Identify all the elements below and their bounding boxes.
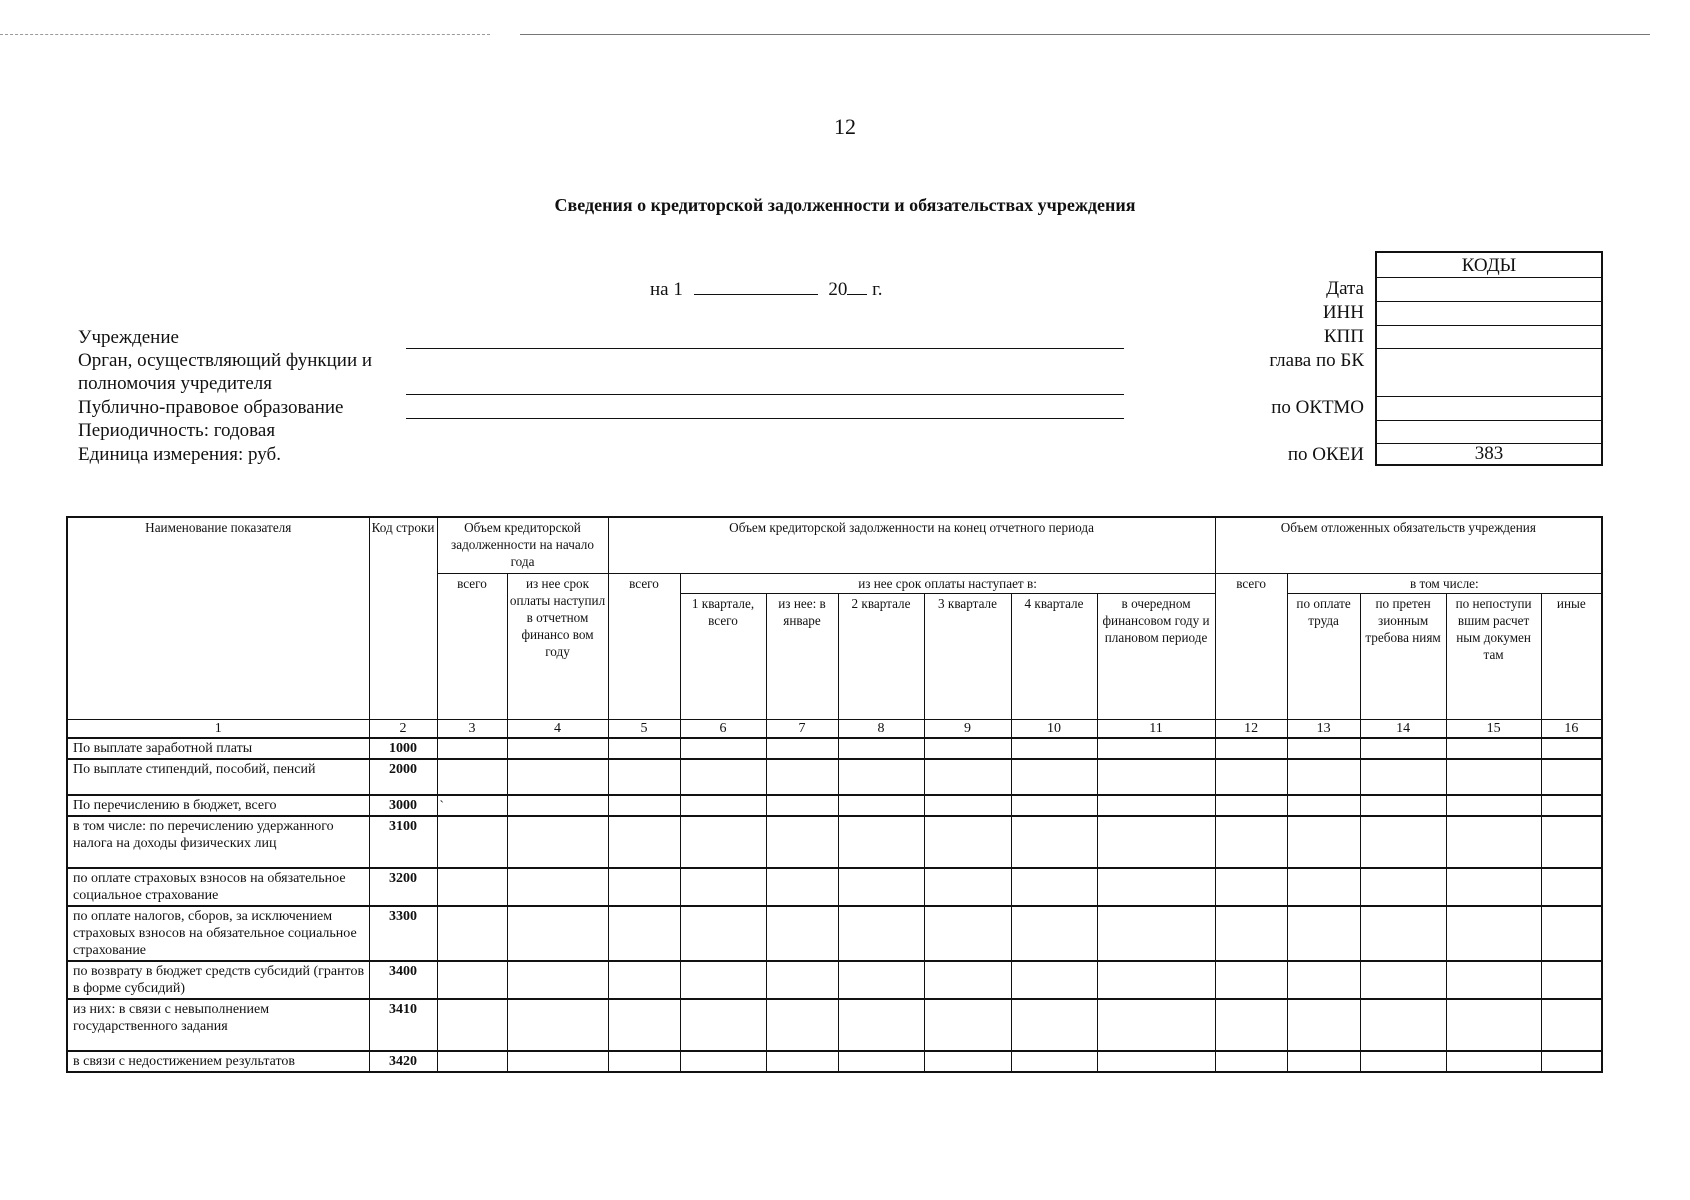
header-including-group: в том числе:	[1287, 573, 1602, 593]
value-cell-col-4[interactable]	[507, 868, 608, 906]
column-number-row	[67, 719, 1602, 738]
row-indicator-name: в том числе: по перечислению удержанного налога на доходы физических лиц	[67, 816, 369, 868]
value-cell-col-9[interactable]	[924, 816, 1011, 868]
row-indicator-name: По выплате заработной платы	[67, 738, 369, 759]
value-cell-col-5[interactable]	[608, 961, 680, 999]
header-next-year: в очередном финансовом году и плановом периоде	[1097, 593, 1215, 719]
value-cell-col-6[interactable]	[680, 906, 766, 961]
value-cell-col-16[interactable]	[1541, 961, 1602, 999]
value-cell-col-13[interactable]	[1287, 961, 1360, 999]
value-cell-col-6[interactable]	[680, 999, 766, 1051]
value-cell-col-10[interactable]	[1011, 906, 1097, 961]
value-cell-col-10[interactable]	[1011, 738, 1097, 759]
codes-box	[1375, 251, 1603, 466]
value-cell-col-13[interactable]	[1287, 738, 1360, 759]
value-cell-col-7[interactable]	[766, 868, 838, 906]
value-cell-col-15[interactable]	[1446, 906, 1541, 961]
value-cell-col-8[interactable]	[838, 961, 924, 999]
value-cell-col-13[interactable]	[1287, 1051, 1360, 1072]
date-prefix: на 1	[650, 279, 683, 300]
value-cell-col-9[interactable]	[924, 1051, 1011, 1072]
column-number: 11	[1097, 719, 1215, 738]
row-code: 3100	[369, 816, 437, 868]
row-code: 3400	[369, 961, 437, 999]
value-cell-col-8[interactable]	[838, 999, 924, 1051]
value-cell-col-3[interactable]: `	[437, 795, 507, 816]
table-row	[67, 961, 1602, 999]
value-cell-col-5[interactable]	[608, 816, 680, 868]
value-cell-col-12[interactable]	[1215, 795, 1287, 816]
row-code: 3420	[369, 1051, 437, 1072]
value-cell-col-11[interactable]	[1097, 868, 1215, 906]
row-code: 2000	[369, 759, 437, 795]
value-cell-col-9[interactable]	[924, 738, 1011, 759]
value-cell-col-10[interactable]	[1011, 795, 1097, 816]
value-cell-col-3[interactable]	[437, 1051, 507, 1072]
header-deferred-group: Объем отложенных обязательств учреждения	[1215, 517, 1602, 573]
field-founder-authority: Орган, осуществляющий функции и	[78, 350, 373, 371]
value-cell-col-8[interactable]	[838, 868, 924, 906]
header-labor: по оплате труда	[1287, 593, 1360, 719]
value-cell-col-13[interactable]	[1287, 795, 1360, 816]
value-cell-col-10[interactable]	[1011, 961, 1097, 999]
column-number: 4	[507, 719, 608, 738]
value-cell-col-15[interactable]	[1446, 868, 1541, 906]
scan-line-left	[0, 34, 490, 35]
value-cell-col-14[interactable]	[1360, 795, 1446, 816]
table-row	[67, 999, 1602, 1051]
value-cell-col-11[interactable]	[1097, 961, 1215, 999]
value-cell-col-6[interactable]	[680, 961, 766, 999]
value-cell-col-4[interactable]	[507, 759, 608, 795]
column-number: 8	[838, 719, 924, 738]
header-january: из нее: в январе	[766, 593, 838, 719]
value-cell-col-12[interactable]	[1215, 868, 1287, 906]
value-cell-col-3[interactable]	[437, 816, 507, 868]
header-q4: 4 квартале	[1011, 593, 1097, 719]
column-number: 6	[680, 719, 766, 738]
row-indicator-name: По перечислению в бюджет, всего	[67, 795, 369, 816]
payables-table	[66, 516, 1603, 1073]
page-number: 12	[834, 114, 856, 139]
value-cell-col-4[interactable]	[507, 906, 608, 961]
header-begin-due: из нее срок оплаты наступил в отчетном финансо вом году	[507, 573, 608, 719]
value-cell-col-6[interactable]	[680, 759, 766, 795]
field-periodicity: Периодичность: годовая	[78, 420, 276, 441]
year-suffix: г.	[872, 279, 883, 300]
value-cell-col-14[interactable]	[1360, 1051, 1446, 1072]
value-cell-col-16[interactable]	[1541, 868, 1602, 906]
column-number: 16	[1541, 719, 1602, 738]
value-cell-col-8[interactable]	[838, 738, 924, 759]
value-cell-col-4[interactable]	[507, 999, 608, 1051]
value-cell-col-7[interactable]	[766, 738, 838, 759]
table-row	[67, 738, 1602, 759]
column-number: 10	[1011, 719, 1097, 738]
table-row	[67, 795, 1602, 816]
value-cell-col-13[interactable]	[1287, 759, 1360, 795]
value-cell-col-8[interactable]	[838, 759, 924, 795]
value-cell-col-16[interactable]	[1541, 999, 1602, 1051]
header-other: иные	[1541, 593, 1602, 719]
codes-cell-oktmo[interactable]	[1377, 396, 1601, 421]
value-cell-col-11[interactable]	[1097, 999, 1215, 1051]
table-row	[67, 816, 1602, 868]
value-cell-col-12[interactable]	[1215, 738, 1287, 759]
codes-cell-kpp[interactable]	[1377, 325, 1601, 349]
report-date-line	[650, 279, 883, 301]
value-cell-col-9[interactable]	[924, 999, 1011, 1051]
value-cell-col-10[interactable]	[1011, 816, 1097, 868]
value-cell-col-16[interactable]	[1541, 795, 1602, 816]
table-row	[67, 759, 1602, 795]
value-cell-col-7[interactable]	[766, 999, 838, 1051]
value-cell-col-3[interactable]	[437, 906, 507, 961]
field-public-entity: Публично-правовое образование	[78, 397, 344, 418]
row-indicator-name: в связи с недостижением результатов	[67, 1051, 369, 1072]
column-number: 15	[1446, 719, 1541, 738]
codes-cell-date[interactable]	[1377, 277, 1601, 302]
value-cell-col-10[interactable]	[1011, 1051, 1097, 1072]
row-indicator-name: по оплате страховых взносов на обязательное социальное страхование	[67, 868, 369, 906]
value-cell-col-5[interactable]	[608, 999, 680, 1051]
public-entity-line[interactable]	[406, 418, 1124, 419]
value-cell-col-11[interactable]	[1097, 759, 1215, 795]
column-number: 13	[1287, 719, 1360, 738]
value-cell-col-4[interactable]	[507, 738, 608, 759]
value-cell-col-12[interactable]	[1215, 1051, 1287, 1072]
value-cell-col-15[interactable]	[1446, 795, 1541, 816]
value-cell-col-13[interactable]	[1287, 868, 1360, 906]
column-number: 9	[924, 719, 1011, 738]
field-founder-authority-cont: полномочия учредителя	[78, 373, 272, 394]
row-indicator-name: По выплате стипендий, пособий, пенсий	[67, 759, 369, 795]
table-body	[67, 738, 1602, 1072]
value-cell-col-4[interactable]	[507, 1051, 608, 1072]
value-cell-col-3[interactable]	[437, 999, 507, 1051]
value-cell-col-9[interactable]	[924, 759, 1011, 795]
field-institution: Учреждение	[78, 327, 179, 348]
value-cell-col-14[interactable]	[1360, 868, 1446, 906]
table-row	[67, 868, 1602, 906]
value-cell-col-16[interactable]	[1541, 1051, 1602, 1072]
value-cell-col-14[interactable]	[1360, 906, 1446, 961]
row-indicator-name: по возврату в бюджет средств субсидий (грантов в форме субсидий)	[67, 961, 369, 999]
column-number: 5	[608, 719, 680, 738]
value-cell-col-15[interactable]	[1446, 999, 1541, 1051]
header-claims: по претен зионным требова ниям	[1360, 593, 1446, 719]
value-cell-col-8[interactable]	[838, 795, 924, 816]
value-cell-col-16[interactable]	[1541, 759, 1602, 795]
row-code: 3200	[369, 868, 437, 906]
value-cell-col-11[interactable]	[1097, 906, 1215, 961]
value-cell-col-10[interactable]	[1011, 999, 1097, 1051]
value-cell-col-13[interactable]	[1287, 999, 1360, 1051]
row-code: 3300	[369, 906, 437, 961]
value-cell-col-14[interactable]	[1360, 759, 1446, 795]
code-label-kpp: КПП	[1323, 326, 1364, 347]
value-cell-col-8[interactable]	[838, 906, 924, 961]
value-cell-col-5[interactable]	[608, 795, 680, 816]
table-row	[67, 1051, 1602, 1072]
codes-header: КОДЫ	[1461, 255, 1517, 276]
row-indicator-name: из них: в связи с невыполнением государственного задания	[67, 999, 369, 1051]
okei-value: 383	[1474, 443, 1504, 464]
row-indicator-name: по оплате налогов, сборов, за исключением страховых взносов на обязательное социальное страхование	[67, 906, 369, 961]
value-cell-col-7[interactable]	[766, 795, 838, 816]
page-title: Сведения о кредиторской задолженности и обязательствах учреждения	[554, 195, 1136, 215]
column-number: 7	[766, 719, 838, 738]
header-indicator-name: Наименование показателя	[67, 517, 369, 719]
header-deferred-total: всего	[1215, 573, 1287, 719]
value-cell-col-13[interactable]	[1287, 816, 1360, 868]
value-cell-col-11[interactable]	[1097, 795, 1215, 816]
header-q3: 3 квартале	[924, 593, 1011, 719]
value-cell-col-4[interactable]	[507, 795, 608, 816]
value-cell-col-6[interactable]	[680, 738, 766, 759]
value-cell-col-7[interactable]	[766, 1051, 838, 1072]
row-code: 3000	[369, 795, 437, 816]
value-cell-col-10[interactable]	[1011, 759, 1097, 795]
column-number: 14	[1360, 719, 1446, 738]
value-cell-col-7[interactable]	[766, 961, 838, 999]
value-cell-col-16[interactable]	[1541, 816, 1602, 868]
value-cell-col-15[interactable]	[1446, 759, 1541, 795]
value-cell-col-15[interactable]	[1446, 961, 1541, 999]
code-label-budget-chapter: глава по БК	[1269, 350, 1364, 371]
scan-line-right	[520, 34, 1650, 35]
value-cell-col-6[interactable]	[680, 868, 766, 906]
value-cell-col-9[interactable]	[924, 868, 1011, 906]
header-end-due-group: из нее срок оплаты наступает в:	[680, 573, 1215, 593]
value-cell-col-6[interactable]	[680, 795, 766, 816]
column-number: 3	[437, 719, 507, 738]
header-begin-total: всего	[437, 573, 507, 719]
value-cell-col-14[interactable]	[1360, 738, 1446, 759]
value-cell-col-9[interactable]	[924, 961, 1011, 999]
value-cell-col-3[interactable]	[437, 868, 507, 906]
value-cell-col-4[interactable]	[507, 816, 608, 868]
column-number: 2	[369, 719, 437, 738]
header-begin-year-group: Объем кредиторской задолженности на начало года	[437, 517, 608, 573]
value-cell-col-14[interactable]	[1360, 961, 1446, 999]
value-cell-col-5[interactable]	[608, 759, 680, 795]
value-cell-col-14[interactable]	[1360, 999, 1446, 1051]
value-cell-col-4[interactable]	[507, 961, 608, 999]
value-cell-col-7[interactable]	[766, 906, 838, 961]
table-row	[67, 906, 1602, 961]
value-cell-col-6[interactable]	[680, 1051, 766, 1072]
value-cell-col-9[interactable]	[924, 906, 1011, 961]
value-cell-col-12[interactable]	[1215, 906, 1287, 961]
date-blank[interactable]	[694, 294, 818, 295]
value-cell-col-14[interactable]	[1360, 816, 1446, 868]
value-cell-col-12[interactable]	[1215, 999, 1287, 1051]
institution-line[interactable]	[406, 348, 1124, 349]
value-cell-col-8[interactable]	[838, 1051, 924, 1072]
code-label-oktmo: по ОКТМО	[1271, 397, 1364, 418]
value-cell-col-12[interactable]	[1215, 759, 1287, 795]
value-cell-col-11[interactable]	[1097, 816, 1215, 868]
value-cell-col-5[interactable]	[608, 906, 680, 961]
header-q1: 1 квартале, всего	[680, 593, 766, 719]
founder-authority-line[interactable]	[406, 394, 1124, 395]
value-cell-col-15[interactable]	[1446, 738, 1541, 759]
value-cell-col-10[interactable]	[1011, 868, 1097, 906]
year-blank[interactable]	[847, 294, 867, 295]
value-cell-col-9[interactable]	[924, 795, 1011, 816]
value-cell-col-11[interactable]	[1097, 738, 1215, 759]
value-cell-col-16[interactable]	[1541, 738, 1602, 759]
value-cell-col-8[interactable]	[838, 816, 924, 868]
value-cell-col-5[interactable]	[608, 738, 680, 759]
header-q2: 2 квартале	[838, 593, 924, 719]
value-cell-col-12[interactable]	[1215, 961, 1287, 999]
value-cell-col-3[interactable]	[437, 961, 507, 999]
value-cell-col-3[interactable]	[437, 738, 507, 759]
value-cell-col-12[interactable]	[1215, 816, 1287, 868]
value-cell-col-15[interactable]	[1446, 1051, 1541, 1072]
code-label-okei: по ОКЕИ	[1287, 444, 1364, 465]
value-cell-col-7[interactable]	[766, 816, 838, 868]
value-cell-col-6[interactable]	[680, 816, 766, 868]
codes-cell-blank[interactable]	[1377, 420, 1601, 444]
header-end-total: всего	[608, 573, 680, 719]
column-number: 12	[1215, 719, 1287, 738]
value-cell-col-5[interactable]	[608, 1051, 680, 1072]
code-label-inn: ИНН	[1322, 302, 1364, 323]
field-unit: Единица измерения: руб.	[78, 444, 281, 465]
value-cell-col-16[interactable]	[1541, 906, 1602, 961]
row-code: 1000	[369, 738, 437, 759]
value-cell-col-11[interactable]	[1097, 1051, 1215, 1072]
year-prefix: 20	[828, 279, 848, 300]
value-cell-col-13[interactable]	[1287, 906, 1360, 961]
value-cell-col-7[interactable]	[766, 759, 838, 795]
codes-cell-budget-chapter[interactable]	[1377, 348, 1601, 397]
value-cell-col-3[interactable]	[437, 759, 507, 795]
column-number: 1	[67, 719, 369, 738]
value-cell-col-5[interactable]	[608, 868, 680, 906]
header-row-code: Код строки	[369, 517, 437, 719]
codes-cell-inn[interactable]	[1377, 301, 1601, 326]
header-unsettled-documents: по непоступи вшим расчет ным докумен там	[1446, 593, 1541, 719]
value-cell-col-15[interactable]	[1446, 816, 1541, 868]
header-end-period-group: Объем кредиторской задолженности на конец отчетного периода	[608, 517, 1215, 573]
row-code: 3410	[369, 999, 437, 1051]
code-label-date: Дата	[1326, 278, 1364, 299]
